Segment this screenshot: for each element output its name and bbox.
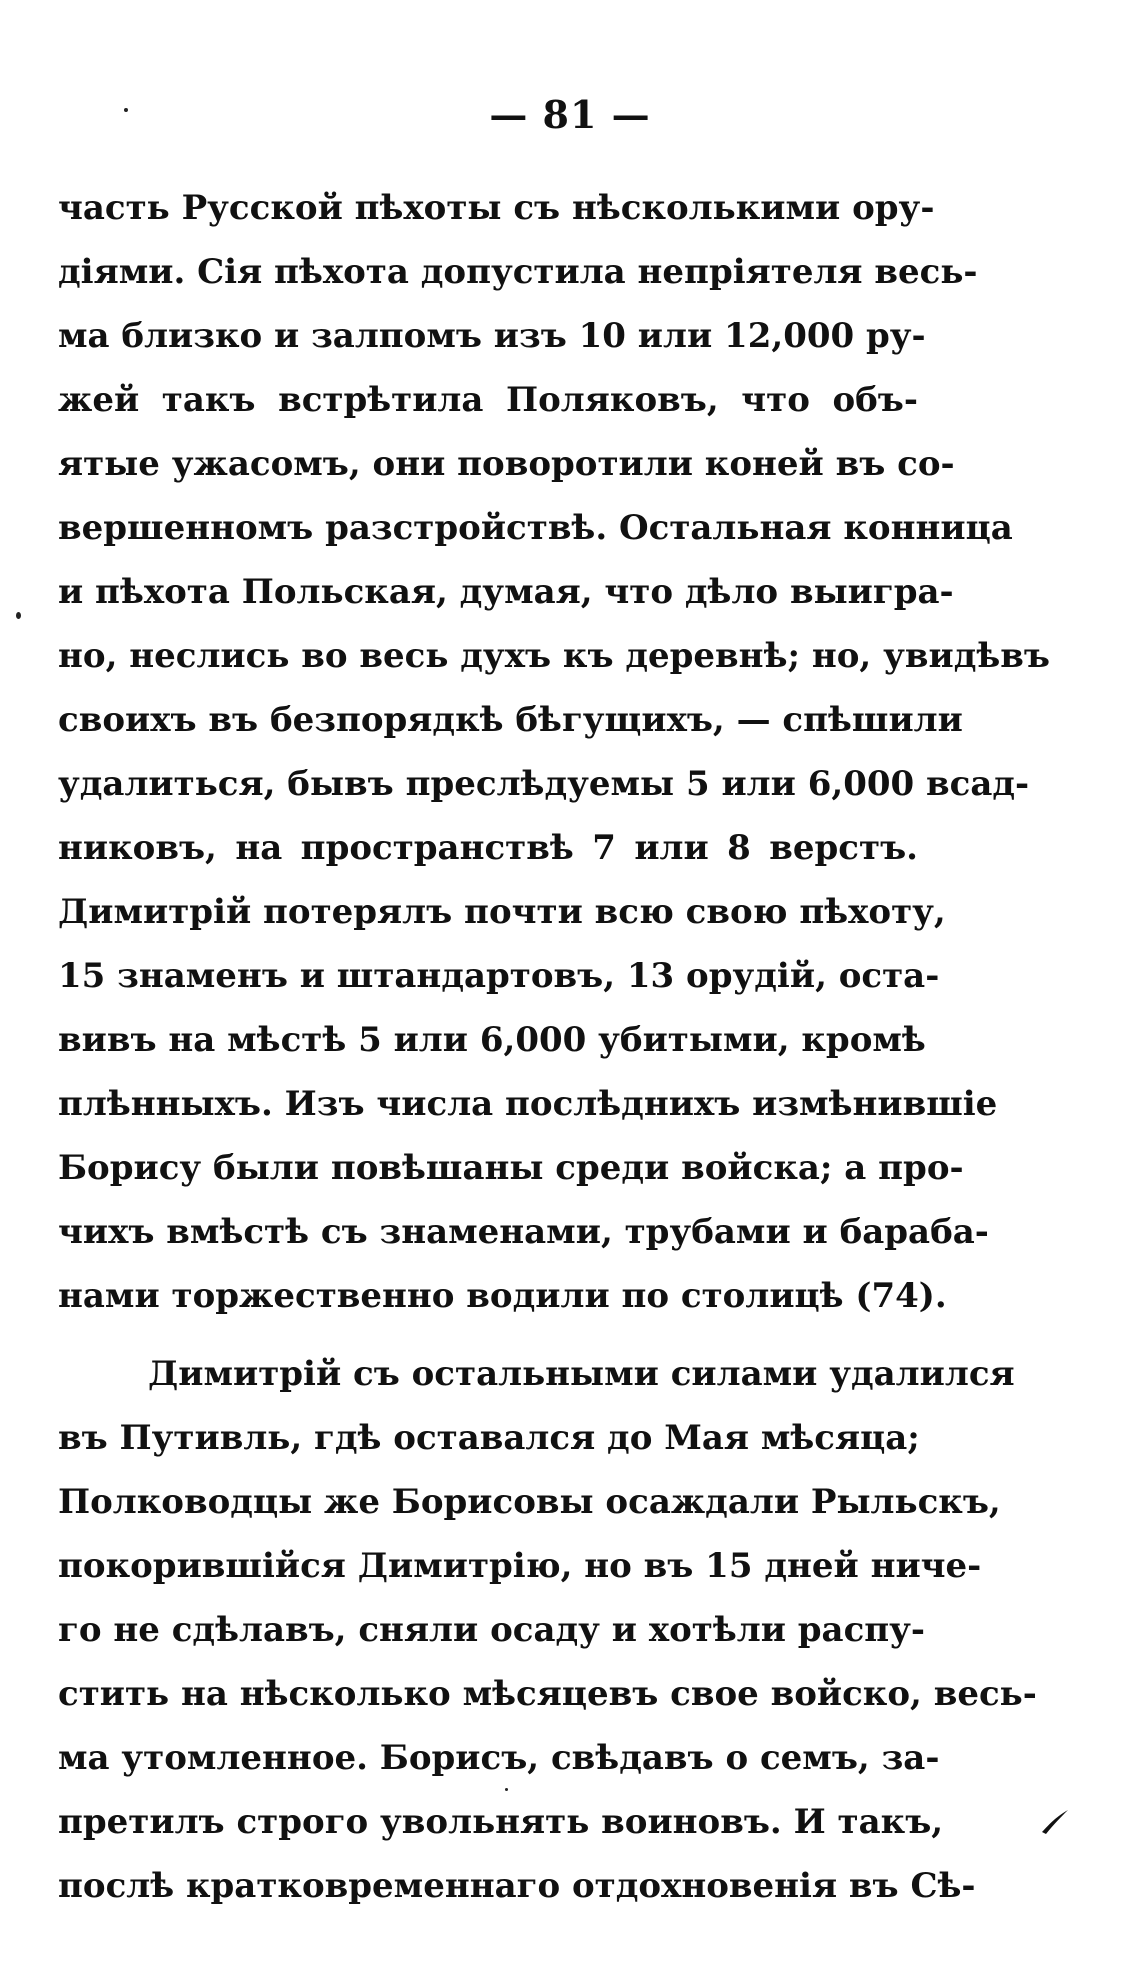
text-line: Борису были повѣшаны среди войска; а про- <box>58 1148 964 1188</box>
text-line: Димитрій потерялъ почти всю свою пѣхоту, <box>58 892 946 932</box>
text-line: и пѣхота Польская, думая, что дѣло выигра- <box>58 572 954 612</box>
text-line: никовъ, на пространствѣ 7 или 8 верстъ. <box>58 828 918 868</box>
text-line: Полководцы же Борисовы осаждали Рыльскъ, <box>58 1482 1001 1522</box>
text-line: покорившійся Димитрію, но въ 15 дней ниче- <box>58 1546 982 1586</box>
text-line: діями. Сія пѣхота допустила непріятеля весь- <box>58 252 978 292</box>
text-line: Димитрій съ остальными силами удалился <box>148 1354 1015 1394</box>
text-line: ма близко и залпомъ изъ 10 или 12,000 ру- <box>58 316 926 356</box>
text-line: 15 знаменъ и штандартовъ, 13 орудій, оста- <box>58 956 940 996</box>
body-text <box>58 176 1050 1918</box>
text-line: чихъ вмѣстѣ съ знаменами, трубами и бараба- <box>58 1212 989 1252</box>
text-line: удалиться, бывъ преслѣдуемы 5 или 6,000 всад- <box>58 764 1030 804</box>
paragraph-2 <box>58 1342 1037 1918</box>
text-line: ма утомленное. Борисъ, свѣдавъ о семъ, за- <box>58 1738 940 1778</box>
text-line: вершенномъ разстройствѣ. Остальная конница <box>58 508 1013 548</box>
text-line: своихъ въ безпорядкѣ бѣгущихъ, — спѣшили <box>58 700 963 740</box>
scan-speck <box>124 108 128 112</box>
text-line: вивъ на мѣстѣ 5 или 6,000 убитыми, кромѣ <box>58 1020 926 1060</box>
text-line: нами торжественно водили по столицѣ (74). <box>58 1276 947 1316</box>
text-line: часть Русской пѣхоты съ нѣсколькими ору- <box>58 188 935 228</box>
text-line: но, неслись во весь духъ къ деревнѣ; но, увидѣвъ <box>58 636 1050 676</box>
text-line: плѣнныхъ. Изъ числа послѣднихъ измѣнившіе <box>58 1084 998 1124</box>
text-line: жей такъ встрѣтила Поляковъ, что объ- <box>58 380 918 420</box>
page-number: — 81 — <box>489 92 651 137</box>
paragraph-1 <box>58 176 1050 1328</box>
text-line: послѣ кратковременнаго отдохновенія въ Сѣ- <box>58 1866 976 1906</box>
text-line: претилъ строго увольнять воиновъ. И такъ, <box>58 1802 944 1842</box>
scan-speck <box>505 1788 508 1791</box>
text-line: въ Путивль, гдѣ оставался до Мая мѣсяца; <box>58 1418 920 1458</box>
text-line: стить на нѣсколько мѣсяцевъ свое войско, весь- <box>58 1674 1037 1714</box>
text-line: ятые ужасомъ, они поворотили коней въ со- <box>58 444 955 484</box>
ink-mark-icon <box>1040 1806 1070 1836</box>
text-line: го не сдѣлавъ, сняли осаду и хотѣли распу- <box>58 1610 926 1650</box>
paragraph-gap <box>58 1328 918 1342</box>
scan-speck <box>16 612 21 619</box>
